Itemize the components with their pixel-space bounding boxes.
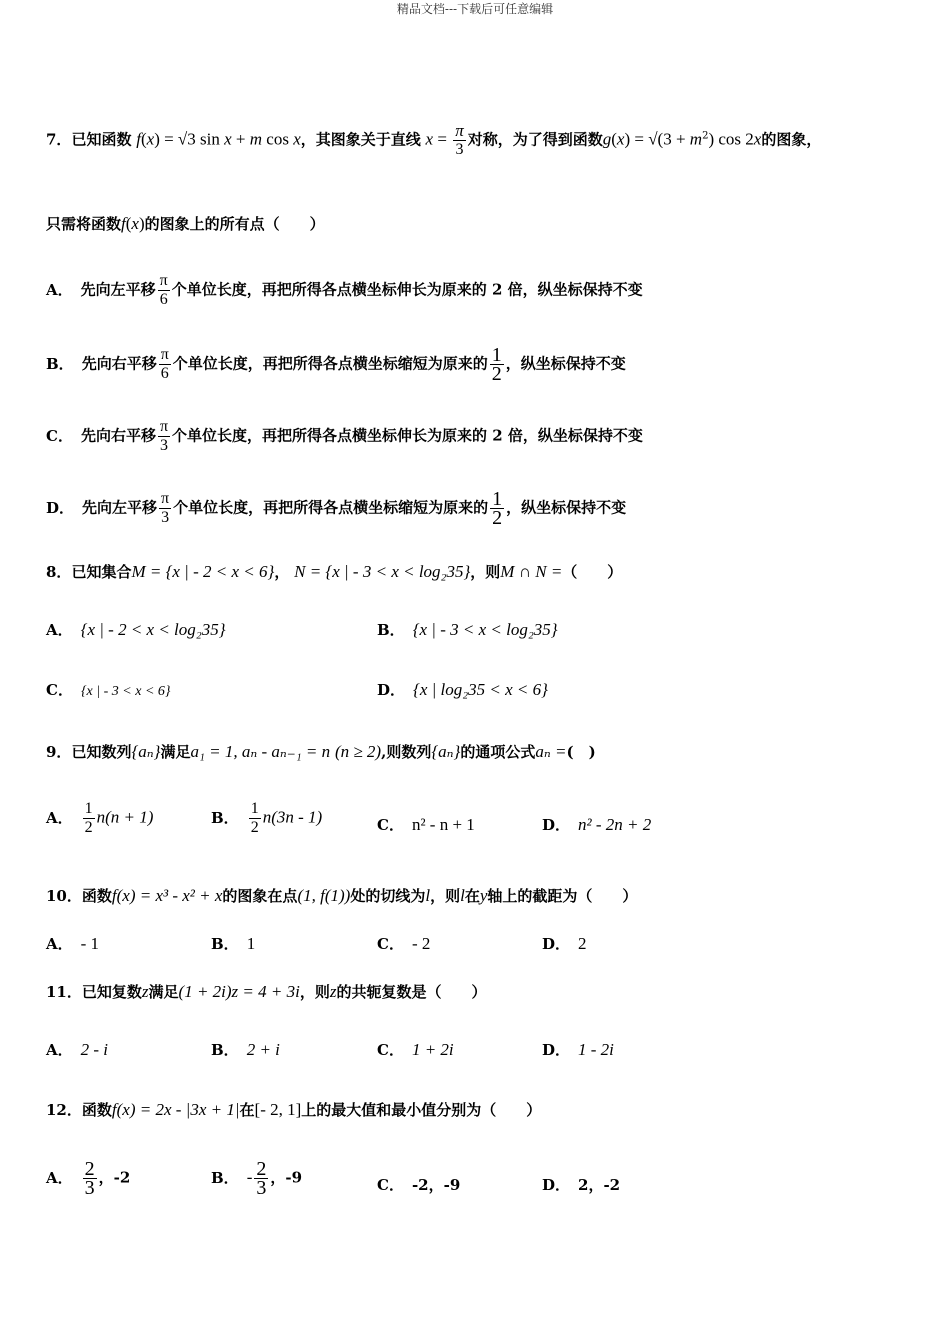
option-value: 2: [578, 934, 587, 953]
q9-stem: [46, 742, 596, 762]
q11-option-a[interactable]: [46, 1040, 108, 1060]
q12-text: 函数: [81, 1101, 112, 1119]
option-sign: -: [246, 1167, 253, 1187]
q10-option-a[interactable]: [46, 934, 99, 954]
q10-option-b[interactable]: [211, 934, 255, 954]
frac-num: 1: [492, 488, 503, 510]
option-label: C．: [46, 681, 73, 699]
q7-text: 已知函数: [71, 130, 132, 149]
q11-text: 已知复数: [81, 983, 142, 1001]
frac-num: 1: [491, 344, 502, 366]
frac-den: 2: [491, 363, 502, 385]
option-text: ，纵坐标保持不变: [506, 498, 627, 517]
option-value: 2，-2: [578, 1176, 621, 1194]
option-value: 1 - 2i: [578, 1040, 614, 1059]
option-value: n(n + 1): [96, 807, 154, 827]
option-label: D．: [542, 1041, 571, 1059]
option-label: A．: [46, 935, 73, 953]
frac-den: 2: [492, 507, 503, 529]
option-value: n² - n + 1: [411, 815, 475, 834]
q12-option-b[interactable]: [211, 1160, 302, 1197]
q9-option-c[interactable]: [377, 815, 475, 835]
q9-text: ( ): [566, 743, 596, 761]
q10-point: (1, f(1)): [297, 886, 351, 905]
frac-num: π: [159, 272, 168, 289]
option-label: C．: [377, 1176, 404, 1194]
q10-text: 函数: [81, 887, 112, 905]
q7-number: 7．: [46, 130, 72, 149]
q12-number: 12．: [46, 1101, 82, 1119]
option-text: 个单位长度，再把所得各点横坐标伸长为原来的 2 倍，纵坐标保持不变: [172, 426, 643, 445]
q11-option-c[interactable]: [377, 1040, 454, 1060]
option-label: A．: [46, 1041, 73, 1059]
q11-option-b[interactable]: [211, 1040, 280, 1060]
option-value: {x | log₂35 < x < 6}: [413, 680, 548, 699]
q10-l: l: [425, 886, 431, 905]
q7-option-d[interactable]: [46, 490, 626, 527]
option-value: n² - 2n + 2: [578, 815, 652, 834]
q8-option-c[interactable]: [46, 680, 170, 702]
q9-text: 满足: [160, 743, 191, 761]
option-text: 先向左平移: [80, 280, 156, 299]
option-value: {x | - 3 < x < 6}: [80, 684, 171, 699]
q10-f: f(x) = x³ - x² + x: [111, 886, 223, 905]
q7-text: ，其图象关于直线: [300, 130, 421, 149]
q8-set-n: N = {x | - 3 < x < log₂35}: [294, 562, 471, 581]
option-label: A．: [46, 1168, 73, 1187]
option-text: ，-2: [98, 1168, 131, 1187]
q11-number: 11．: [46, 983, 82, 1001]
frac-den: 3: [256, 1177, 267, 1199]
q8-stem: [46, 562, 622, 582]
frac-den: 6: [159, 291, 168, 308]
q8-text: ，则: [470, 563, 501, 581]
option-label: B．: [211, 935, 239, 953]
q7-stem-line2: 只需将函数f(x)的图象上的所有点（ ）: [46, 214, 325, 233]
option-value: 1: [246, 934, 256, 953]
q12-f: f(x) = 2x - |3x + 1|: [111, 1100, 240, 1119]
option-label: B．: [211, 1041, 239, 1059]
q7-text: 的图象，: [761, 130, 822, 149]
q8-set-m: M = {x | - 2 < x < 6}: [131, 562, 275, 581]
frac-num: π: [161, 490, 170, 507]
q9-cond: a₁ = 1, aₙ - aₙ₋₁ = n: [190, 742, 331, 761]
option-value: {x | - 3 < x < log₂35}: [412, 620, 558, 639]
q12-interval: [- 2, 1]: [254, 1100, 302, 1119]
q11-z: z: [141, 982, 149, 1001]
option-label: C．: [46, 426, 73, 445]
option-text: ，-9: [270, 1168, 303, 1187]
frac-den: 3: [160, 437, 168, 454]
q11-option-d[interactable]: [542, 1040, 614, 1060]
q7-text: 只需将函数: [46, 215, 122, 233]
q7-stem-line1: 7．已知函数 f(x) = √3 sin x + m cos x，其图象关于直线 x = $\frac{\pi}{3}$ 对称，为了得到函数$g(x) = √(3 + m^2)$ cos 2x的图象，: [46, 121, 822, 158]
q11-stem: [46, 982, 487, 1002]
option-text: 先向右平移: [80, 426, 156, 445]
option-text: 个单位长度，再把所得各点横坐标缩短为原来的: [173, 498, 489, 517]
q9-option-d[interactable]: [542, 815, 651, 835]
q11-z: z: [329, 982, 337, 1001]
option-label: B．: [46, 354, 74, 373]
option-value: - 2: [411, 934, 431, 953]
option-label: D．: [542, 816, 571, 834]
option-label: B．: [211, 808, 239, 827]
option-value: n(3n - 1): [262, 807, 323, 827]
frac-den: 3: [84, 1177, 95, 1199]
q8-text: （ ）: [562, 563, 623, 581]
q9-seq: {aₙ}: [431, 742, 461, 761]
q12-text: 在: [239, 1101, 255, 1119]
q8-text: 已知集合: [71, 563, 132, 581]
q10-y: y: [479, 886, 488, 905]
option-text: 个单位长度，再把所得各点横坐标伸长为原来的 2 倍，纵坐标保持不变: [171, 280, 643, 299]
option-text: 先向左平移: [82, 498, 158, 517]
q9-text: 已知数列: [71, 743, 132, 761]
q9-option-a[interactable]: A． $\frac{1}{2}$ n(n + 1): [46, 800, 154, 836]
option-label: C．: [377, 1041, 404, 1059]
option-label: D．: [542, 1176, 571, 1194]
q11-text: 满足: [148, 983, 179, 1001]
option-label: A．: [46, 808, 73, 827]
option-label: D．: [46, 498, 75, 517]
q7-option-a[interactable]: [46, 272, 643, 309]
q7-option-c[interactable]: [46, 418, 643, 455]
q8-expr: M ∩ N =: [500, 562, 563, 581]
option-value: - 1: [80, 934, 100, 953]
q11-text: ，则: [299, 983, 330, 1001]
page-header: 精品文档---下载后可任意编辑: [396, 2, 554, 16]
option-text: 个单位长度，再把所得各点横坐标缩短为原来的: [172, 354, 488, 373]
q12-text: 上的最大值和最小值分别为（ ）: [301, 1101, 542, 1119]
q9-an: aₙ =: [535, 742, 567, 761]
q7-text: 对称，为了得到函数: [467, 130, 603, 149]
q7-pi-over-3-fraction: $\frac{\pi}{3}$: [455, 121, 464, 158]
option-label: D．: [377, 681, 406, 699]
frac-num: 2: [84, 1158, 95, 1180]
option-value: {x | - 2 < x < log₂35}: [80, 620, 226, 639]
frac-num: 2: [256, 1158, 267, 1180]
option-label: B．: [211, 1168, 239, 1187]
q10-l: l: [460, 886, 465, 905]
option-label: D．: [542, 935, 571, 953]
q8-number: 8．: [46, 563, 72, 581]
option-label: C．: [377, 935, 404, 953]
q10-option-c[interactable]: [377, 934, 430, 954]
option-value: 2 + i: [246, 1040, 280, 1059]
option-text: ，纵坐标保持不变: [505, 354, 626, 373]
q10-text: 处的切线为: [350, 887, 426, 905]
frac-num: π: [160, 346, 169, 363]
q8-option-d[interactable]: [377, 680, 548, 700]
q9-text: ,则数列: [381, 743, 432, 761]
q10-text: 在: [464, 887, 480, 905]
q10-text: 轴上的截距为（ ）: [487, 887, 638, 905]
q9-seq: {aₙ}: [131, 742, 161, 761]
option-label: A．: [46, 280, 73, 299]
q8-option-a[interactable]: [46, 620, 226, 640]
q10-text: ，则: [430, 887, 461, 905]
q10-number: 10．: [46, 887, 82, 905]
q12-option-c[interactable]: [377, 1175, 460, 1195]
option-label: B．: [377, 621, 405, 639]
q11-text: 的共轭复数是（ ）: [336, 983, 487, 1001]
q10-option-d[interactable]: [542, 934, 587, 954]
option-value: 2 - i: [80, 1040, 109, 1059]
q9-cond2: (n ≥ 2): [334, 742, 382, 761]
q12-option-a[interactable]: [46, 1160, 130, 1197]
q10-stem: [46, 886, 637, 906]
frac-den: 6: [160, 365, 169, 382]
q9-text: 的通项公式: [460, 743, 536, 761]
q12-option-d[interactable]: [542, 1175, 620, 1195]
q7-f-formula: f: [136, 129, 141, 149]
option-value: -2，-9: [411, 1176, 461, 1194]
option-text: 先向右平移: [81, 354, 157, 373]
q10-text: 的图象在点: [222, 887, 298, 905]
q9-number: 9．: [46, 743, 72, 761]
q12-stem: [46, 1100, 541, 1120]
q11-eq: (1 + 2i)z = 4 + 3i: [178, 982, 300, 1001]
q8-option-b[interactable]: [377, 620, 558, 640]
q8-text: ，: [274, 563, 290, 581]
frac-num: π: [159, 418, 169, 435]
option-label: C．: [377, 816, 404, 834]
q7-option-b[interactable]: [46, 346, 626, 383]
option-label: A．: [46, 621, 73, 639]
option-value: 1 + 2i: [411, 1040, 454, 1059]
frac-den: 3: [161, 509, 170, 526]
q9-option-b[interactable]: B． $\frac{1}{2}$ n(3n - 1): [211, 800, 323, 836]
q7-text: 的图象上的所有点（ ）: [144, 215, 325, 233]
